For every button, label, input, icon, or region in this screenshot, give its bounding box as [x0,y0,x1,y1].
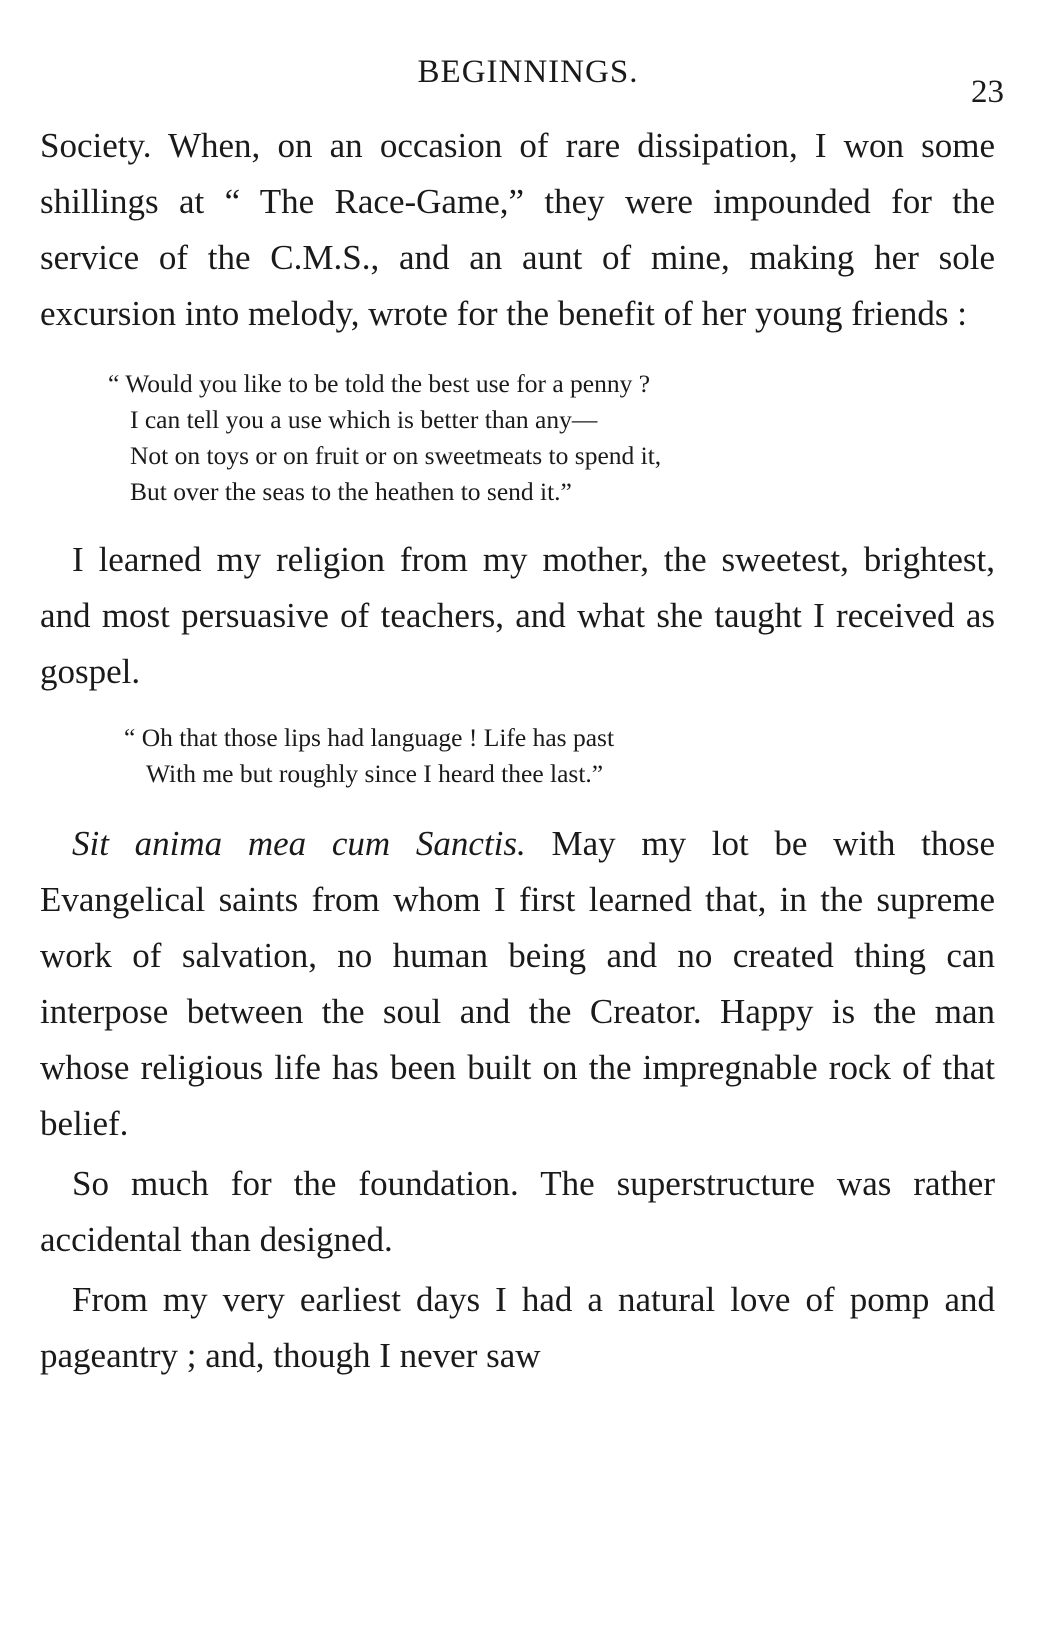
paragraph-continued: Society. When, on an occasion of rare dissipation, I won some shillings at “ The Race-Game,” they were impounded for the service of the C.M.S., and an aunt of mine, making her sole excursion into melody, wrote for the benefit of her young friends : [40,126,995,333]
paragraph-foundation: So much for the foundation. The superstructure was rather accidental than designed. [40,1164,995,1259]
verse-line: “ Would you like to be told the best use for a penny ? [108,369,651,398]
page-number: 23 [971,74,1004,110]
verse-line: I can tell you a use which is better than any— [130,405,598,434]
verse-line: With me but roughly since I heard thee last.” [146,759,604,788]
verse-line: Not on toys or on fruit or on sweetmeats to spend it, [130,441,662,470]
verse-line: But over the seas to the heathen to send it.” [130,477,572,506]
verse-penny [108,366,995,510]
running-title: BEGINNINGS. [417,54,639,90]
paragraph-saints [40,816,995,1152]
paragraph-saints-text: May my lot be with those Evangelical saints from whom I first learned that, in the supreme work of salvation, no human being and no created thing can interpose between the soul and the Creator. Happy is the man whose religious life has been built on the impregnable rock of that belief. [40,824,995,1143]
latin-phrase: Sit anima mea cum Sanctis. [72,824,526,863]
verse-line: “ Oh that those lips had language ! Life has past [124,723,615,752]
paragraph-religion: I learned my religion from my mother, the sweetest, brightest, and most persuasive of teachers, and what she taught I received as gospel. [40,540,995,691]
paragraph-pageantry: From my very earliest days I had a natural love of pomp and pageantry ; and, though I never saw [40,1280,995,1375]
verse-lips [124,720,995,792]
body-text [40,118,995,1384]
